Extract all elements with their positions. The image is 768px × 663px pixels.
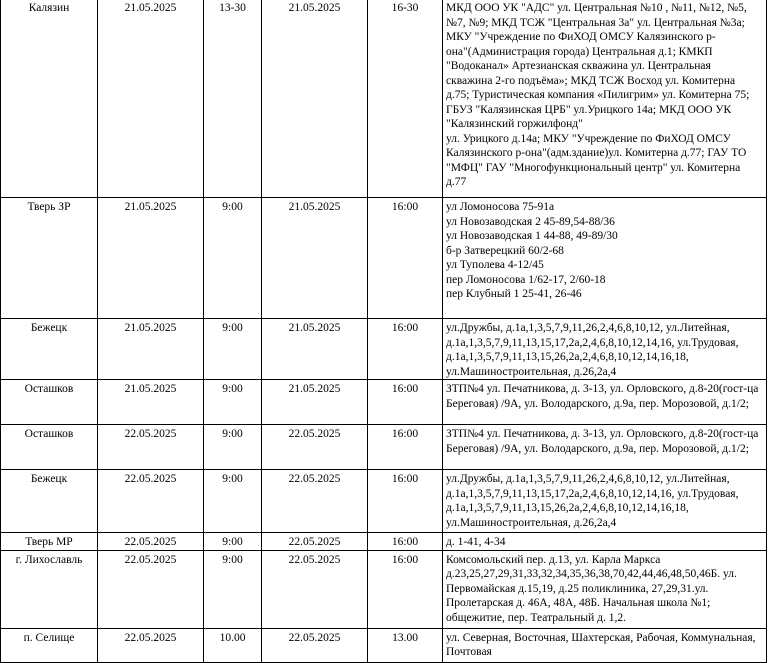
addresses-cell: ул.Дружбы, д.1а,1,3,5,7,9,11,26,2,4,6,8,10,12, ул.Литейная, д.1а,1,3,5,7,9,11,13,15,17,2а,2,4,6,8,10,12,14,16, ул.Трудовая, д.1а,1,3,5,7,9,11,13,15,26,2а,2,4,6,8,10,12,14,16,18, ул.Машиностроительная, д.26,2а,4 [443,319,767,380]
addresses-cell: МКД ООО УК "АДС" ул. Центральная №10 , №11, №12, №5, №7, №9; МКД ТСЖ "Центральная 3а" ул. Центральная №3а; МКУ "Учреждение по ФиХОД ОМСУ Калязинского р- она"(Администрация города) Центральная д.1; КМКП "Водоканал» Артезианская скважина ул. Центральная скважина 2-го подъёма»; МКД ТСЖ Восход ул. Комитерна д.75; Туристическая компания «Пилигрим» ул. Комитерна 75; ГБУЗ "Калязинская ЦРБ" ул.Урицкого 14а; МКД ООО УК "Калязинский горжилфонд" ул. Урицкого д.14а; МКУ "Учреждение по ФиХОД ОМСУ Калязинского р-она"(адм.здание)ул. Комитерна д.77; ГАУ ТО "МФЦ" ГАУ "Многофункциональный центр" ул. Комитерна д.77 [443,0,767,198]
settlement-cell: Бежецк [1,470,98,533]
start-time-cell: 9:00 [204,319,262,380]
table-row [1,319,767,380]
start-time-cell: 9:00 [204,198,262,319]
end-time-cell: 16:00 [368,380,443,425]
start-date-cell: 22.05.2025 [98,628,204,662]
start-date-cell: 21.05.2025 [98,380,204,425]
table-row [1,550,767,628]
start-time-cell: 9:00 [204,533,262,551]
end-time-cell: 16:00 [368,319,443,380]
settlement-cell: Осташков [1,380,98,425]
end-date-cell: 22.05.2025 [262,550,368,628]
start-date-cell: 22.05.2025 [98,470,204,533]
start-date-cell: 22.05.2025 [98,533,204,551]
end-date-cell: 22.05.2025 [262,533,368,551]
end-time-cell: 16:00 [368,533,443,551]
addresses-cell: д. 1-41, 4-34 [443,533,767,551]
table-row [1,470,767,533]
table-row [1,380,767,425]
start-time-cell: 9:00 [204,470,262,533]
addresses-cell: Комсомольский пер. д.13, ул. Карла Маркса д.23,25,27,29,31,33,32,34,35,36,38,70,42,44,46,48,50,46Б. ул. Первомайская д.15,19, д.25 поликлиника, 27,29,31.ул. Пролетарская д. 46А, 48А, 48Б. Начальная школа №1; общежитие, пер. Театральный д. 1,2. [443,550,767,628]
end-date-cell: 22.05.2025 [262,628,368,662]
table-row [1,198,767,319]
start-time-cell: 9:00 [204,380,262,425]
addresses-cell: ЗТП№4 ул. Печатникова, д. 3-13, ул. Орловского, д.8-20(гост-ца Береговая) /9А, ул. Володарского, д.9а, пер. Морозовой, д.1/2; [443,425,767,470]
table-row [1,425,767,470]
settlement-cell: Калязин [1,0,98,198]
end-time-cell: 16:00 [368,425,443,470]
table-row [1,533,767,551]
end-date-cell: 21.05.2025 [262,380,368,425]
start-time-cell: 13-30 [204,0,262,198]
table-row [1,628,767,662]
start-date-cell: 21.05.2025 [98,0,204,198]
end-time-cell: 16:00 [368,550,443,628]
addresses-cell: ЗТП№4 ул. Печатникова, д. 3-13, ул. Орловского, д.8-20(гост-ца Береговая) /9А, ул. Володарского, д.9а, пер. Морозовой, д.1/2; [443,380,767,425]
table-row [1,0,767,198]
start-time-cell: 9:00 [204,550,262,628]
end-date-cell: 22.05.2025 [262,425,368,470]
settlement-cell: Осташков [1,425,98,470]
end-date-cell: 21.05.2025 [262,0,368,198]
end-date-cell: 22.05.2025 [262,470,368,533]
end-time-cell: 13.00 [368,628,443,662]
settlement-cell: Тверь МР [1,533,98,551]
start-date-cell: 21.05.2025 [98,198,204,319]
end-time-cell: 16:00 [368,470,443,533]
settlement-cell: Бежецк [1,319,98,380]
start-date-cell: 22.05.2025 [98,550,204,628]
addresses-cell: ул. Северная, Восточная, Шахтерская, Рабочая, Коммунальная, Почтовая [443,628,767,662]
end-time-cell: 16-30 [368,0,443,198]
settlement-cell: г. Лихославль [1,550,98,628]
end-time-cell: 16:00 [368,198,443,319]
addresses-cell: ул.Дружбы, д.1а,1,3,5,7,9,11,26,2,4,6,8,10,12, ул.Литейная, д.1а,1,3,5,7,9,11,13,15,17,2а,2,4,6,8,10,12,14,16, ул.Трудовая, д.1а,1,3,5,7,9,11,13,15,26,2а,2,4,6,8,10,12,14,16,18, ул.Машиностроительная, д.26,2а,4 [443,470,767,533]
end-date-cell: 21.05.2025 [262,319,368,380]
settlement-cell: Тверь ЗР [1,198,98,319]
addresses-cell: ул Ломоносова 75-91а ул Новозаводская 2 45-89,54-88/36 ул Новозаводская 1 44-88, 49-89/30 б-р Затверецкий 60/2-68 ул Туполева 4-12/45 пер Ломоносова 1/62-17, 2/60-18 пер Клубный 1 25-41, 26-46 [443,198,767,319]
start-date-cell: 21.05.2025 [98,319,204,380]
end-date-cell: 21.05.2025 [262,198,368,319]
settlement-cell: п. Селище [1,628,98,662]
start-date-cell: 22.05.2025 [98,425,204,470]
start-time-cell: 9:00 [204,425,262,470]
start-time-cell: 10.00 [204,628,262,662]
